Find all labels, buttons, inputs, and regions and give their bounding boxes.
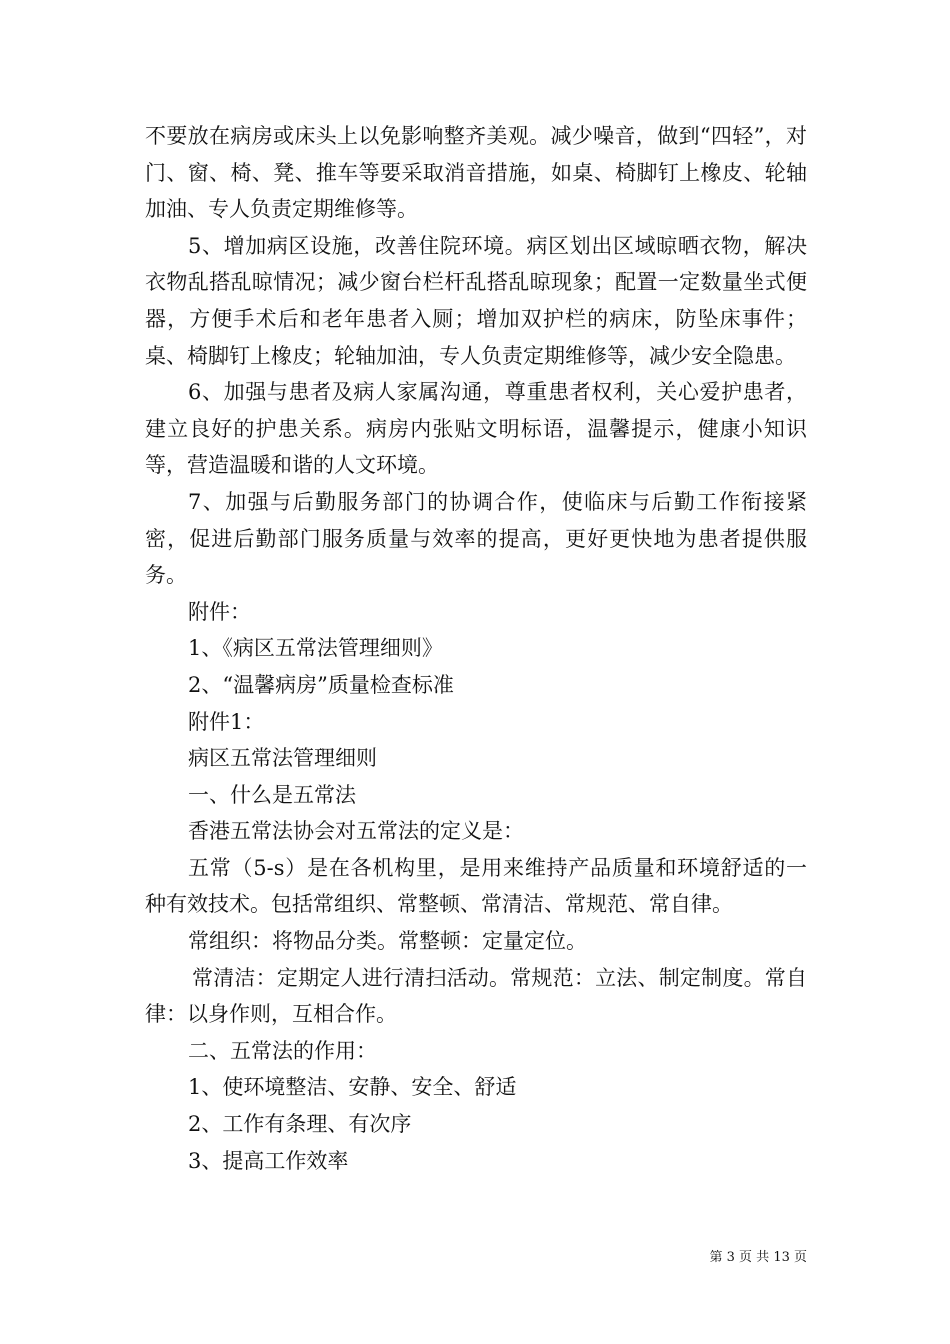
paragraph-item-6: 6、加强与患者及病人家属沟通，尊重患者权利，关心爱护患者，建立良好的护患关系。病房内张贴文明标语，温馨提示，健康小知识等，营造温暖和谐的人文环境。 [145, 380, 807, 478]
document-body [145, 118, 807, 1179]
page-number: 第 3 页 共 13 页 [709, 1250, 807, 1265]
paragraph-definition: 五常（5-s）是在各机构里，是用来维持产品质量和环境舒适的一种有效技术。包括常组织、常整顿、常清洁、常规范、常自律。 [145, 855, 807, 917]
section-title: 病区五常法管理细则 [188, 746, 377, 771]
attachment-item-1: 1、《病区五常法管理细则》 [188, 636, 443, 661]
paragraph-organize: 常组织：将物品分类。常整顿：定量定位。 [188, 929, 587, 954]
paragraph-clean: 常清洁：定期定人进行清扫活动。常规范：立法、制定制度。常自律：以身作则，互相合作。 [145, 965, 807, 1027]
effect-item-3: 3、提高工作效率 [188, 1148, 349, 1173]
attachment-item-2: 2、“温馨病房”质量检查标准 [188, 672, 454, 697]
heading-effects: 二、五常法的作用： [188, 1038, 377, 1063]
heading-what-is-5s: 一、什么是五常法 [188, 782, 356, 807]
paragraph-item-5: 5、增加病区设施，改善住院环境。病区划出区域晾晒衣物，解决衣物乱搭乱晾情况；减少窗台栏杆乱搭乱晾现象；配置一定数量坐式便器，方便手术后和老年患者入厕；增加双护栏的病床，防坠床事件；桌、椅脚钉上橡皮；轮轴加油，专人负责定期维修等，减少安全隐患。 [145, 233, 807, 368]
paragraph-definition-intro: 香港五常法协会对五常法的定义是： [188, 819, 524, 844]
attachment-1-label: 附件1： [188, 709, 265, 734]
effect-item-1: 1、使环境整洁、安静、安全、舒适 [188, 1075, 517, 1100]
paragraph-continuation: 不要放在病房或床头上以免影响整齐美观。减少噪音，做到“四轻”，对门、窗、椅、凳、推车等要采取消音措施，如桌、椅脚钉上橡皮、轮轴加油、专人负责定期维修等。 [145, 124, 807, 222]
attachments-heading: 附件： [188, 599, 251, 624]
paragraph-item-7: 7、加强与后勤服务部门的协调合作，使临床与后勤工作衔接紧密，促进后勤部门服务质量与效率的提高，更好更快地为患者提供服务。 [145, 489, 807, 588]
effect-item-2: 2、工作有条理、有次序 [188, 1112, 412, 1137]
